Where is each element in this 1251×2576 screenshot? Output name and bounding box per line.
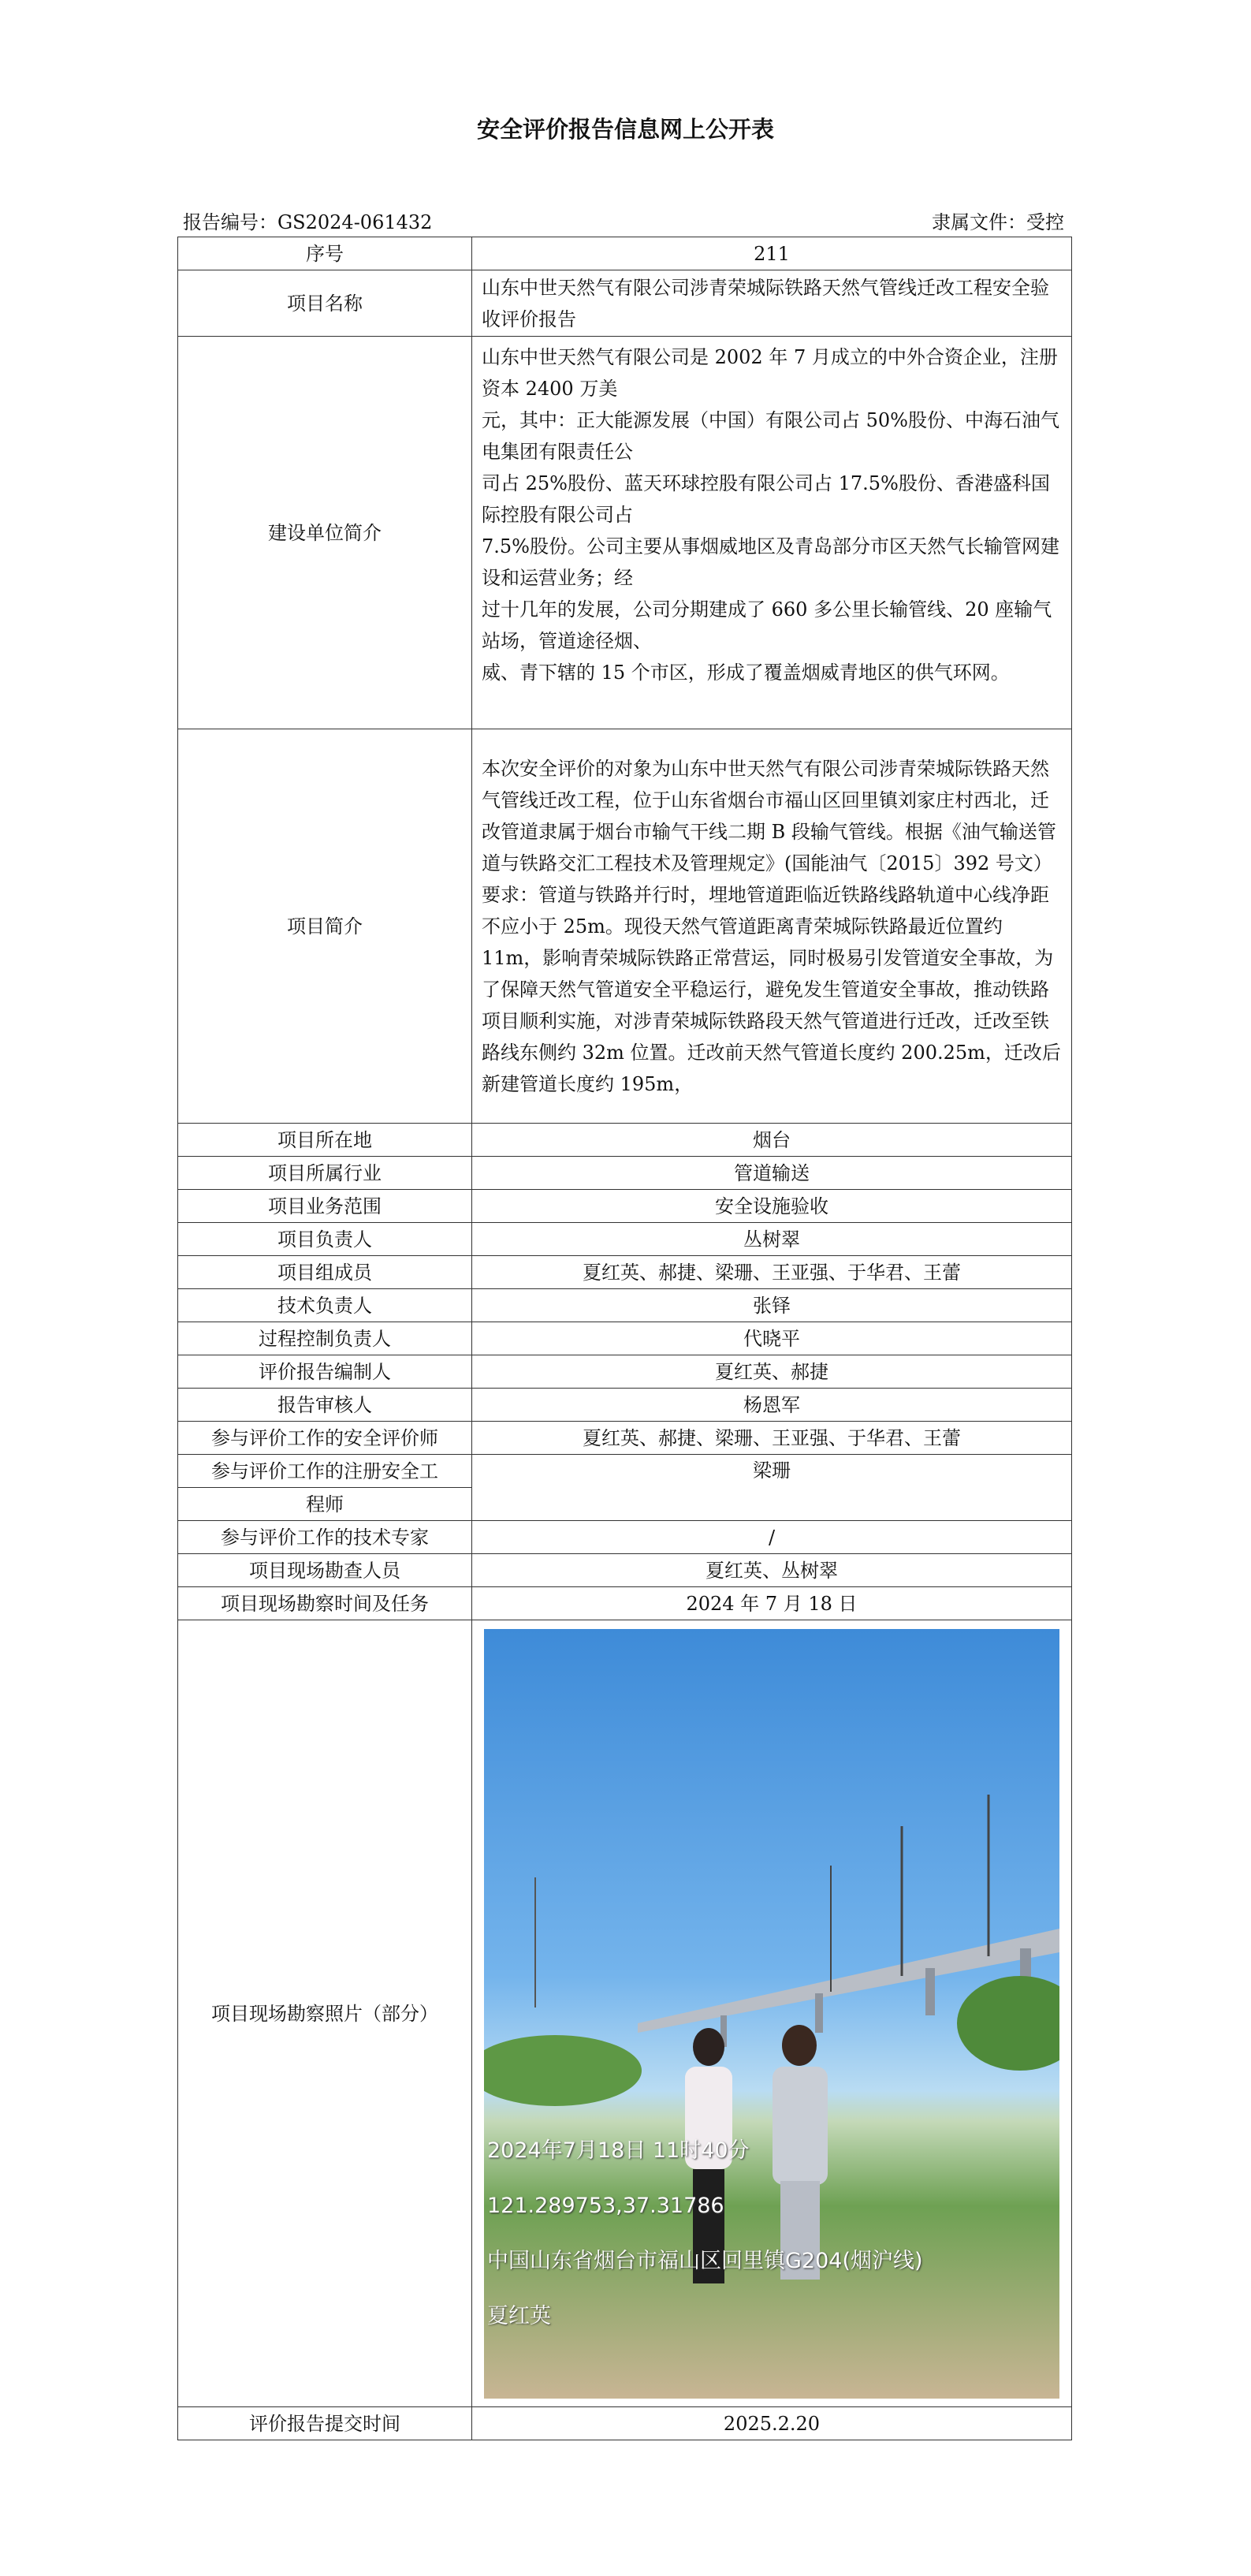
row-value: 211 — [472, 237, 1072, 270]
row-label: 评价报告提交时间 — [178, 2407, 472, 2440]
row-label: 项目名称 — [178, 270, 472, 337]
unit-intro-value — [472, 337, 1072, 729]
person-head — [693, 2028, 724, 2066]
row-value: 夏红英、郝捷、梁珊、王亚强、于华君、王蕾 — [472, 1256, 1072, 1289]
table-row — [178, 1124, 1072, 1157]
bridge-pier — [815, 1993, 823, 2033]
photo-author: 夏红英 — [487, 2303, 551, 2328]
row-label: 参与评价工作的注册安全工 — [178, 1455, 472, 1488]
row-label: 参与评价工作的技术专家 — [178, 1521, 472, 1554]
row-label: 项目现场勘察照片（部分） — [178, 1620, 472, 2407]
table-row — [178, 1157, 1072, 1190]
bridge-pier — [925, 1968, 935, 2015]
row-label: 评价报告编制人 — [178, 1355, 472, 1389]
table-row — [178, 237, 1072, 270]
row-label: 序号 — [178, 237, 472, 270]
table-row — [178, 1554, 1072, 1587]
row-label: 参与评价工作的安全评价师 — [178, 1422, 472, 1455]
table-row — [178, 1455, 1072, 1488]
row-label: 程师 — [178, 1488, 472, 1521]
table-row — [178, 1223, 1072, 1256]
photo-cell — [472, 1620, 1072, 2407]
site-photo-scene — [484, 1629, 1059, 2399]
table-row — [178, 1322, 1072, 1355]
unit-intro-line: 司占 25%股份、蓝天环球控股有限公司占 17.5%股份、香港盛科国际控股有限公司占 — [482, 472, 1050, 526]
row-value: 夏红英、郝捷、梁珊、王亚强、于华君、王蕾 — [472, 1422, 1072, 1455]
row-label: 报告审核人 — [178, 1389, 472, 1422]
table-row — [178, 1422, 1072, 1455]
row-label: 项目业务范围 — [178, 1190, 472, 1223]
photo-address: 中国山东省烟台市福山区回里镇G204(烟沪线) — [487, 2248, 923, 2273]
info-table — [177, 237, 1072, 2440]
row-label: 项目简介 — [178, 729, 472, 1124]
site-photo — [484, 1629, 1059, 2399]
row-value: 夏红英、郝捷 — [472, 1355, 1072, 1389]
table-row — [178, 1587, 1072, 1620]
photo-coordinates: 121.289753,37.31786 — [487, 2193, 724, 2218]
row-label: 技术负责人 — [178, 1289, 472, 1322]
subordinate-file: 隶属文件：受控 — [932, 211, 1064, 233]
report-number: 报告编号：GS2024-061432 — [183, 211, 433, 233]
unit-intro-line: 7.5%股份。公司主要从事烟威地区及青岛部分市区天然气长输管网建设和运营业务；经 — [482, 535, 1059, 589]
unit-intro-line: 过十几年的发展，公司分期建成了 660 多公里长输管线、20 座输气站场，管道途径烟、 — [482, 598, 1052, 652]
row-value: 杨恩军 — [472, 1389, 1072, 1422]
row-value: 代晓平 — [472, 1322, 1072, 1355]
project-name-value: 山东中世天然气有限公司涉青荣城际铁路天然气管线迁改工程安全验收评价报告 — [472, 270, 1072, 337]
photo-timestamp: 2024年7月18日 11时40分 — [487, 2138, 750, 2163]
row-label: 建设单位简介 — [178, 337, 472, 729]
row-value: 丛树翠 — [472, 1223, 1072, 1256]
row-label: 项目所在地 — [178, 1124, 472, 1157]
row-value: 安全设施验收 — [472, 1190, 1072, 1223]
row-label: 项目所属行业 — [178, 1157, 472, 1190]
row-value: 张铎 — [472, 1289, 1072, 1322]
table-row — [178, 1389, 1072, 1422]
table-row — [178, 1190, 1072, 1223]
row-value: 2025.2.20 — [472, 2407, 1072, 2440]
row-label: 项目组成员 — [178, 1256, 472, 1289]
unit-intro-line: 元，其中：正大能源发展（中国）有限公司占 50%股份、中海石油气电集团有限责任公 — [482, 409, 1059, 463]
row-value: 管道输送 — [472, 1157, 1072, 1190]
project-intro-value: 本次安全评价的对象为山东中世天然气有限公司涉青荣城际铁路天然气管线迁改工程，位于山东省烟台市福山区回里镇刘家庄村西北，迁改管道隶属于烟台市输气干线二期 B 段输气管线。根据《油气输送管道与铁路交汇工程技术及管理规定》(国能油气〔2015〕392 号文）要求：管道与铁路并行时，埋地管道距临近铁路线路轨道中心线净距不应小于 25m。现役天然气管道距离青荣城际铁路最近位置约 11m，影响青荣城际铁路正常营运，同时极易引发管道安全事故，为了保障天然气管道安全平稳运行，避免发生管道安全事故，推动铁路项目顺利实施，对涉青荣城际铁路段天然气管道进行迁改，迁改至铁路线东侧约 32m 位置。迁改前天然气管道长度约 200.25m，迁改后新建管道长度约 195m， — [472, 729, 1072, 1124]
row-label: 项目现场勘察时间及任务 — [178, 1587, 472, 1620]
page-title: 安全评价报告信息网上公开表 — [476, 116, 774, 143]
table-row — [178, 1620, 1072, 2407]
person-body — [773, 2067, 828, 2185]
row-value: 2024 年 7 月 18 日 — [472, 1587, 1072, 1620]
table-row — [178, 337, 1072, 729]
table-row — [178, 1256, 1072, 1289]
table-row — [178, 1521, 1072, 1554]
row-label: 项目现场勘查人员 — [178, 1554, 472, 1587]
row-value: 烟台 — [472, 1124, 1072, 1157]
table-row — [178, 1289, 1072, 1322]
table-row — [178, 2407, 1072, 2440]
row-value: 梁珊 — [472, 1455, 1072, 1521]
row-value: 夏红英、丛树翠 — [472, 1554, 1072, 1587]
row-label: 项目负责人 — [178, 1223, 472, 1256]
unit-intro-line: 山东中世天然气有限公司是 2002 年 7 月成立的中外合资企业，注册资本 2400 万美 — [482, 346, 1058, 400]
table-row — [178, 270, 1072, 337]
table-row — [178, 729, 1072, 1124]
table-row — [178, 1355, 1072, 1389]
unit-intro-line: 威、青下辖的 15 个市区，形成了覆盖烟威青地区的供气环网。 — [482, 662, 1010, 684]
bushes — [484, 2035, 642, 2106]
row-value: / — [472, 1521, 1072, 1554]
person-head — [782, 2025, 817, 2066]
tree — [957, 1976, 1059, 2071]
row-label: 过程控制负责人 — [178, 1322, 472, 1355]
